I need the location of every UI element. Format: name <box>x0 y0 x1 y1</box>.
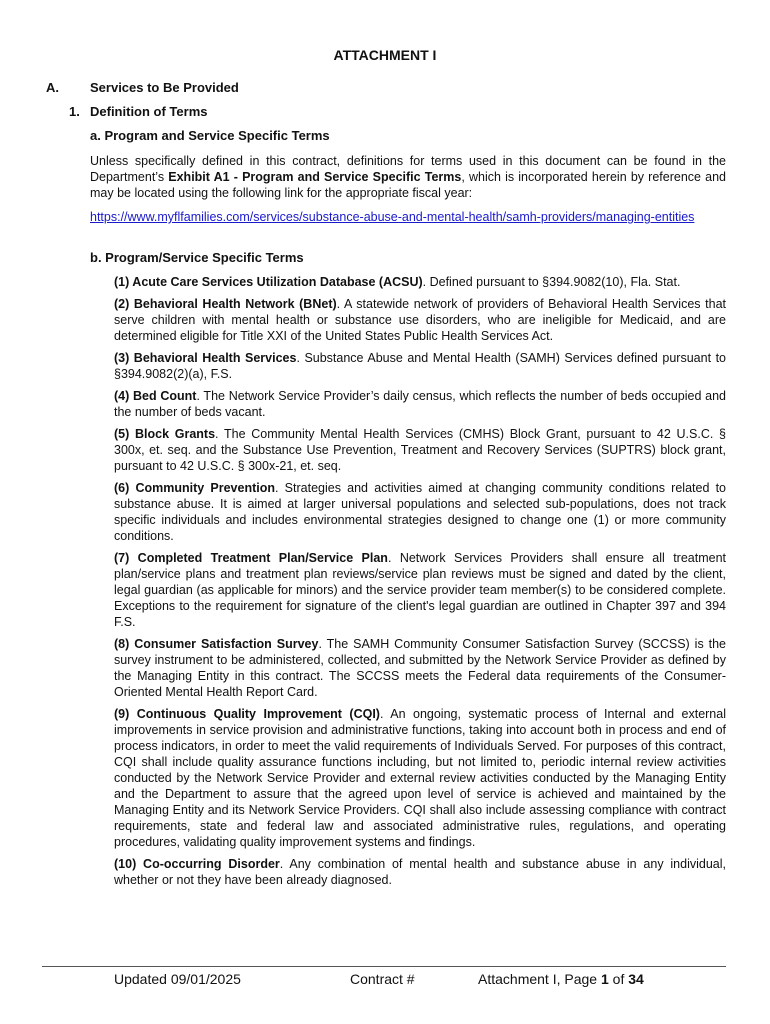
intro-post: , which is incorporated herein by reference and may be located using the following link for the appropriate fiscal year: <box>90 170 726 200</box>
term-definition: . A statewide network of providers of Behavioral Health Services that serve children with mental health or substance use disorders, who are ineligible for Medicaid, and are determined eligible for Title XXI of the United States Public Health Services Act. <box>114 297 726 343</box>
term-definition: . The Network Service Provider’s daily census, which reflects the number of beds occupied and the number of beds vacant. <box>114 389 726 419</box>
intro-paragraph <box>90 153 726 201</box>
subsection-b-heading: b. Program/Service Specific Terms <box>90 250 304 265</box>
subsection-a-heading: a. Program and Service Specific Terms <box>90 128 330 143</box>
footer-page-prefix: Attachment I, Page <box>478 971 601 987</box>
page-title: ATTACHMENT I <box>333 47 437 63</box>
term-definition: . An ongoing, systematic process of Internal and external improvements in service provision and administrative functions, taking into account both in process and end of process indicators, in order to meet the valid requirements of Individuals Served. For purposes of this contract, CQI shall include quality assurance functions including, but not limited to, periodic internal review activities conducted by the Network Service Provider and external review activities conducted by the Managing Entity and the Department to assure that the agreed upon level of service is achieved and maintained by the Managing Entity and its Network Service Providers. CQI shall also include assessing compliance with contract requirements, state and federal law and associated administrative rules, regulations, and operating procedures, validating quality improvement systems and findings. <box>114 707 726 849</box>
term-name: (10) Co-occurring Disorder <box>114 857 280 871</box>
term-item <box>114 388 726 420</box>
term-item <box>114 296 726 344</box>
term-item <box>114 550 726 630</box>
fiscal-year-link[interactable]: https://www.myflfamilies.com/services/substance-abuse-and-mental-health/samh-providers/managing-entities <box>90 210 695 224</box>
term-item <box>114 350 726 382</box>
term-name: (5) Block Grants <box>114 427 216 441</box>
term-definition: . Network Services Providers shall ensure all treatment plan/service plans and treatment plan reviews/service plan reviews must be signed and dated by the client, legal guardian (as applicable for minors) and the service provider team member(s) to be considered complete. Exceptions to the requirement for signature of the client's legal guardian are outlined in Chapter 397 and 394 F.S. <box>114 551 727 629</box>
term-name: (3) Behavioral Health Services <box>114 351 297 365</box>
term-definition: . Strategies and activities aimed at changing community conditions related to substance abuse. It is aimed at larger universal populations and selected sub-populations, does not track specific individuals and includes environmental strategies designed to change one (1) or more community conditions. <box>114 481 727 543</box>
term-name: (6) Community Prevention <box>114 481 276 495</box>
term-name: (4) Bed Count <box>114 389 197 403</box>
term-definition: . Substance Abuse and Mental Health (SAMH) Services defined pursuant to §394.9082(2)(a), F.S. <box>114 351 727 381</box>
section-1-number: 1. <box>69 104 80 119</box>
footer-page-current: 1 <box>600 971 609 987</box>
section-1-heading: Definition of Terms <box>90 104 208 119</box>
intro-exhibit-title: Exhibit A1 - Program and Service Specific Terms <box>168 170 462 184</box>
term-name: (8) Consumer Satisfaction Survey <box>114 637 319 651</box>
footer-page-number <box>478 971 644 987</box>
term-item <box>114 856 726 888</box>
term-item <box>114 480 726 544</box>
terms-list <box>114 274 726 894</box>
footer-divider <box>42 966 726 967</box>
term-item <box>114 636 726 700</box>
term-name: (7) Completed Treatment Plan/Service Plan <box>114 551 388 565</box>
footer-contract-number: Contract # <box>350 971 415 987</box>
term-name: (9) Continuous Quality Improvement (CQI) <box>114 707 380 721</box>
term-name: (1) Acute Care Services Utilization Database (ACSU) <box>114 275 423 289</box>
term-name: (2) Behavioral Health Network (BNet) <box>114 297 337 311</box>
footer-updated-date: Updated 09/01/2025 <box>114 971 241 987</box>
term-item <box>114 706 726 850</box>
section-a-heading: Services to Be Provided <box>90 80 239 95</box>
term-item <box>114 274 726 290</box>
footer-page-total: 34 <box>628 971 644 987</box>
term-item <box>114 426 726 474</box>
term-definition: . Defined pursuant to §394.9082(10), Fla. Stat. <box>422 275 681 289</box>
intro-pre: Unless specifically defined in this contract, definitions for terms used in this document can be found in the Department’s <box>90 154 726 184</box>
term-definition: . The Community Mental Health Services (CMHS) Block Grant, pursuant to 42 U.S.C. § 300x, et. seq. and the Substance Use Prevention, Treatment and Recovery Services (SUPTRS) block grant, pursuant to 42 U.S.C. § 300x-21, et. seq. <box>114 427 726 473</box>
term-definition: . The SAMH Community Consumer Satisfaction Survey (SCCSS) is the survey instrument to be administered, collected, and submitted by the Network Service Provider as defined by the Managing Entity in this contract. The SCCSS meets the Federal data requirements of the Consumer-Oriented Mental Health Report Card. <box>114 637 727 699</box>
section-a-letter: A. <box>46 80 59 95</box>
footer-page-of: of <box>608 971 629 987</box>
term-definition: . Any combination of mental health and substance abuse in any individual, whether or not they have been already diagnosed. <box>114 857 726 887</box>
